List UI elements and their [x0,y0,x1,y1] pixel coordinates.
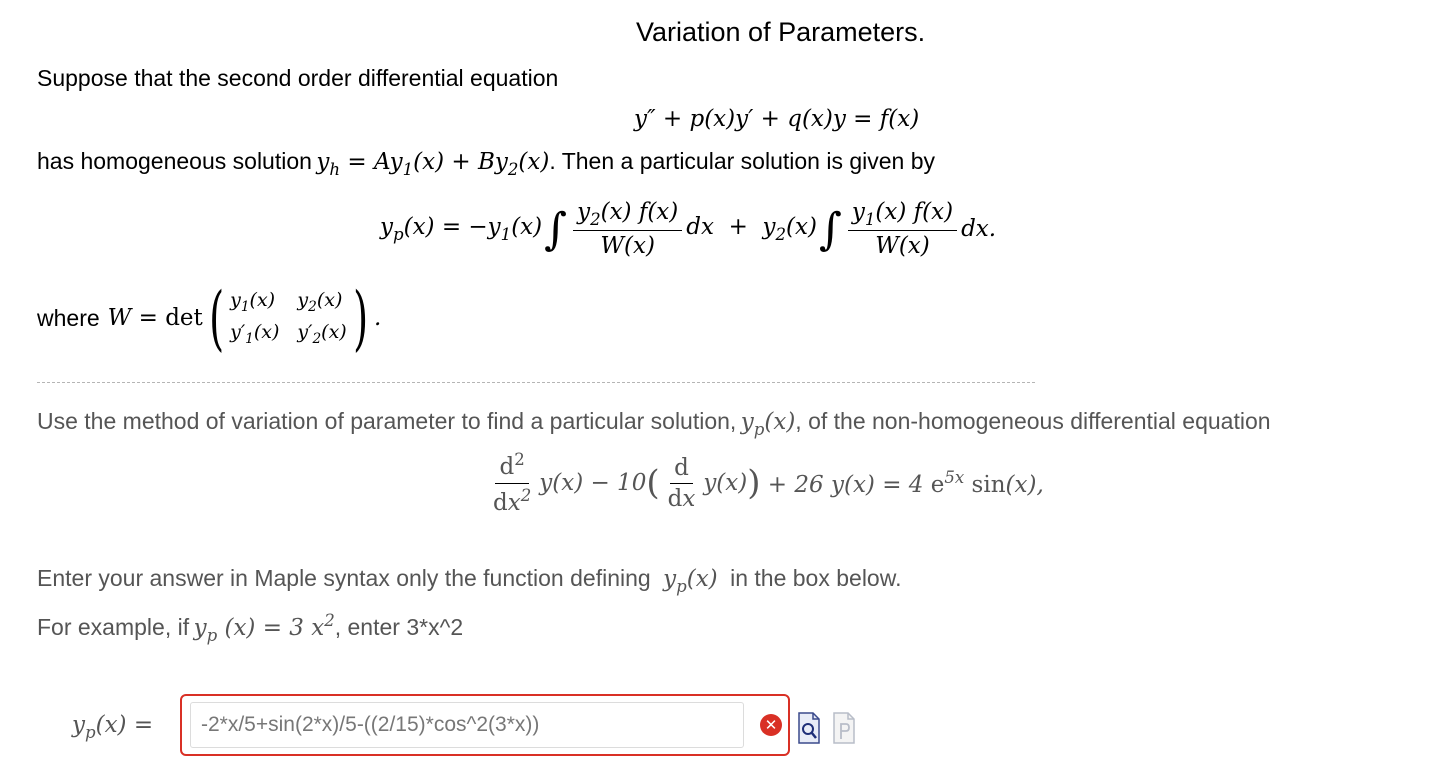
homogeneous-solution: $y_h = Ay_1(x) + By_2(x)$ [316,149,550,179]
intro-text: Suppose that the second order differential equation [37,65,559,91]
problem-prompt [37,408,1271,439]
instruction-tail: in the box below. [730,565,902,591]
error-x-icon: ✕ [760,714,782,736]
preview-magnifier-icon[interactable] [797,712,821,744]
example-text: For example, if [37,614,190,641]
syntax-document-icon[interactable] [832,712,856,744]
problem-prompt-text: Use the method of variation of parameter to find a particular solution, [37,408,737,434]
yp-notation: $y_p(x)$ [740,409,796,439]
section-divider [37,382,1035,383]
particular-label: . Then a particular solution is given by [549,148,936,174]
where-label: where [37,304,100,331]
wronskian-line: where W = det ( $y_1(x)$ $y_2(x)$ $y'_1(x)$ $y'_2(x)$ ) . [37,277,382,359]
wronskian-definition: W = det [107,305,203,331]
answer-input[interactable] [190,702,744,748]
answer-box [180,694,790,756]
general-ode: y″ + p(x)y′ + q(x)y = f(x) [634,106,920,132]
example-line [37,611,463,645]
instruction-text: Enter your answer in Maple syntax only the function defining [37,565,651,591]
particular-formula: $y_p(x) = -y_1(x)$ ∫ $\frac{y_2(x) f(x)}{W(x)}$ dx + $y_2(x)$ ∫ $\frac{y_1(x) f(x)}{W(x)}$ dx. [380,198,997,260]
homogeneous-label: has homogeneous solution [37,148,312,174]
yp-notation-2: $y_p(x)$ [663,566,718,596]
answer-label: $y_p(x)$ = [72,712,154,742]
problem-prompt-tail: , of the non-homogeneous differential equation [795,408,1271,434]
instruction-line [37,565,901,596]
given-ode: $\frac{d^2}{dx^2}$ y(x) − 10 ( $\frac{d}{dx}$ y(x) ) + 26 y(x) = 4 $e^{5x}$ sin(x), [493,450,1044,516]
example-tail: , enter 3*x^2 [334,614,464,641]
example-formula: $y_p$ (x) = 3 $x^2$ [193,611,335,645]
wronskian-matrix: ( $y_1(x)$ $y_2(x)$ $y'_1(x)$ $y'_2(x)$ ) [208,277,368,359]
homogeneous-line [37,148,935,179]
page-title: Variation of Parameters. [636,17,926,47]
